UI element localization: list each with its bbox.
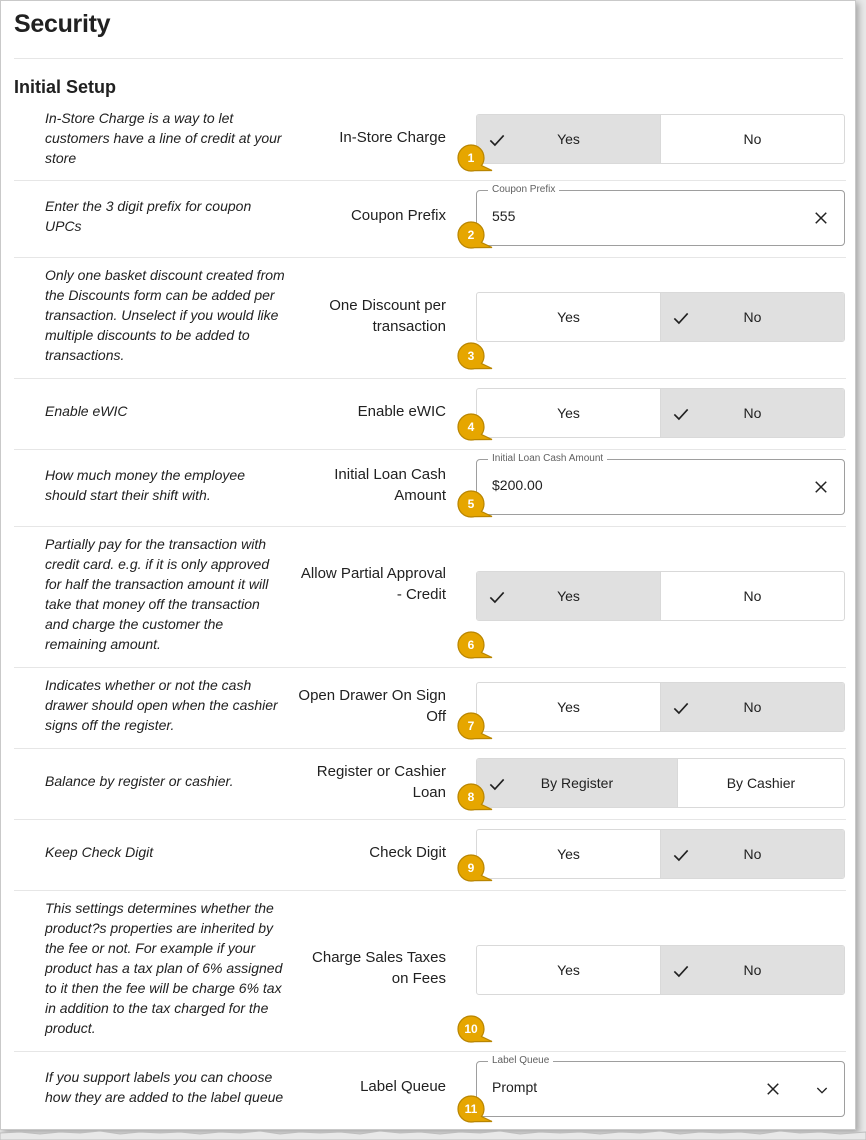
toggle-option-label: No: [743, 588, 762, 604]
setting-description: This settings determines whether the product?s properties are inherited by the fee or not. For example if your product has a tax plan of 6% assigned to it then the fee will be charge 6% tax in addition to the tax charged for the product.: [45, 900, 283, 1036]
setting-description: How much money the employee should start their shift with.: [45, 467, 245, 503]
setting-description: Indicates whether or not the cash drawer should open when the cashier signs off the register.: [45, 677, 278, 733]
toggle-group: [476, 829, 845, 879]
close-icon[interactable]: [812, 209, 830, 227]
toggle-option-no[interactable]: [660, 572, 844, 620]
toggle-option-label: Yes: [557, 962, 580, 978]
setting-label: In-Store Charge: [339, 129, 446, 146]
page-title: Security: [14, 10, 111, 38]
label-queue-select[interactable]: [476, 1055, 845, 1117]
title-divider: [14, 58, 843, 59]
toggle-group: [476, 758, 845, 808]
setting-row: [14, 748, 846, 819]
close-icon[interactable]: [764, 1080, 782, 1098]
toggle-option-yes[interactable]: [477, 115, 660, 163]
toggle-option-yes[interactable]: [477, 572, 660, 620]
setting-row: [14, 257, 846, 378]
close-icon[interactable]: [812, 478, 830, 496]
toggle-option-label: By Register: [540, 775, 614, 791]
field-value[interactable]: Prompt: [492, 1079, 538, 1095]
text-field[interactable]: [476, 453, 845, 515]
setting-description: Only one basket discount created from the Discounts form can be added per transaction. Unselect if you would like multiple discounts to be added to transactions.: [45, 267, 285, 363]
toggle-option-no[interactable]: [660, 830, 844, 878]
toggle-group: [476, 945, 845, 995]
setting-row: [14, 526, 846, 667]
field-floating-label: Coupon Prefix: [488, 184, 559, 196]
setting-description: If you support labels you can choose how they are added to the label queue: [45, 1069, 284, 1105]
field-value[interactable]: $200.00: [492, 477, 543, 493]
callout-pin-icon: [457, 1095, 493, 1123]
toggle-option-label: No: [743, 846, 762, 862]
text-field[interactable]: [476, 184, 845, 246]
toggle-group: [476, 682, 845, 732]
setting-label: Enable eWIC: [357, 403, 446, 420]
toggle-option-label: Yes: [557, 309, 580, 325]
setting-description: Enable eWIC: [45, 403, 128, 419]
check-icon: [671, 961, 691, 981]
toggle-option-yes[interactable]: [477, 293, 660, 341]
setting-row: [14, 102, 846, 180]
callout-number: 3: [467, 349, 475, 363]
toggle-option-by-register[interactable]: [477, 759, 677, 807]
setting-label: One Discount per transaction: [329, 297, 446, 335]
callout-number: 8: [467, 790, 475, 804]
section-title: Initial Setup: [14, 77, 117, 97]
setting-label: Charge Sales Taxes on Fees: [312, 949, 446, 987]
check-icon: [671, 698, 691, 718]
field-value[interactable]: 555: [492, 208, 516, 224]
toggle-option-label: Yes: [557, 588, 580, 604]
setting-label: Coupon Prefix: [350, 207, 446, 224]
setting-row: [14, 180, 846, 257]
setting-label: Open Drawer On Sign Off: [298, 687, 446, 725]
setting-label: Initial Loan Cash Amount: [334, 466, 446, 504]
toggle-option-label: No: [743, 699, 762, 715]
toggle-option-label: Yes: [557, 846, 580, 862]
callout-number: 10: [464, 1022, 478, 1036]
chevron-down-icon[interactable]: [814, 1082, 830, 1098]
toggle-option-no[interactable]: [660, 683, 844, 731]
toggle-option-yes[interactable]: [477, 830, 660, 878]
toggle-option-label: No: [743, 405, 762, 421]
check-icon: [671, 845, 691, 865]
callout-number: 6: [467, 638, 475, 652]
setting-label: Register or Cashier Loan: [316, 763, 446, 801]
toggle-option-yes[interactable]: [477, 683, 660, 731]
callout-pin-icon: [457, 1015, 493, 1043]
field-floating-label: Initial Loan Cash Amount: [488, 453, 607, 465]
setting-description: Balance by register or cashier.: [45, 773, 234, 789]
callout-pin-icon: [457, 144, 493, 172]
toggle-option-by-cashier[interactable]: [677, 759, 844, 807]
callout-pin-icon: [457, 490, 493, 518]
toggle-option-no[interactable]: [660, 946, 844, 994]
callout-pin-icon: [457, 854, 493, 882]
callout-number: 4: [467, 420, 475, 434]
callout-pin-icon: [457, 221, 493, 249]
toggle-option-label: Yes: [557, 699, 580, 715]
toggle-option-label: No: [743, 309, 762, 325]
callout-pin-icon: [457, 413, 493, 441]
setting-row: [14, 449, 846, 526]
toggle-group: [476, 388, 845, 438]
setting-row: [14, 890, 846, 1051]
toggle-option-yes[interactable]: [477, 389, 660, 437]
toggle-option-no[interactable]: [660, 389, 844, 437]
toggle-option-label: No: [743, 131, 762, 147]
callout-pin-icon: [457, 631, 493, 659]
toggle-option-yes[interactable]: [477, 946, 660, 994]
callout-pin-icon: [457, 783, 493, 811]
check-icon: [671, 308, 691, 328]
field-floating-label: Label Queue: [488, 1055, 553, 1067]
check-icon: [671, 404, 691, 424]
callout-pin-icon: [457, 342, 493, 370]
setting-label: Check Digit: [369, 844, 446, 861]
setting-description: Keep Check Digit: [45, 844, 154, 860]
toggle-option-no[interactable]: [660, 293, 844, 341]
callout-number: 7: [467, 719, 475, 733]
setting-row: [14, 667, 846, 748]
torn-edge-decoration: [0, 1126, 866, 1140]
toggle-option-label: No: [743, 962, 762, 978]
setting-row: [14, 1051, 846, 1130]
toggle-group: [476, 114, 845, 164]
setting-description: Enter the 3 digit prefix for coupon UPCs: [45, 198, 252, 234]
toggle-option-label: By Cashier: [726, 775, 796, 791]
callout-number: 11: [464, 1102, 478, 1116]
toggle-option-label: Yes: [557, 131, 580, 147]
callout-number: 2: [467, 228, 475, 242]
setting-label: Allow Partial Approval - Credit: [300, 565, 446, 603]
toggle-group: [476, 571, 845, 621]
callout-pin-icon: [457, 712, 493, 740]
check-icon: [487, 587, 507, 607]
toggle-option-no[interactable]: [660, 115, 844, 163]
toggle-group: [476, 292, 845, 342]
callout-number: 1: [467, 151, 475, 165]
setting-description: Partially pay for the transaction with credit card. e.g. if it is only approved for half the transaction amount it will take that money off the transaction and charge the customer the remaining amount.: [45, 536, 270, 652]
callout-number: 9: [467, 861, 475, 875]
callout-number: 5: [467, 497, 475, 511]
setting-row: [14, 378, 846, 449]
setting-description: In-Store Charge is a way to let customers have a line of credit at your store: [45, 110, 282, 166]
setting-label: Label Queue: [360, 1078, 446, 1095]
toggle-option-label: Yes: [557, 405, 580, 421]
setting-row: [14, 819, 846, 890]
